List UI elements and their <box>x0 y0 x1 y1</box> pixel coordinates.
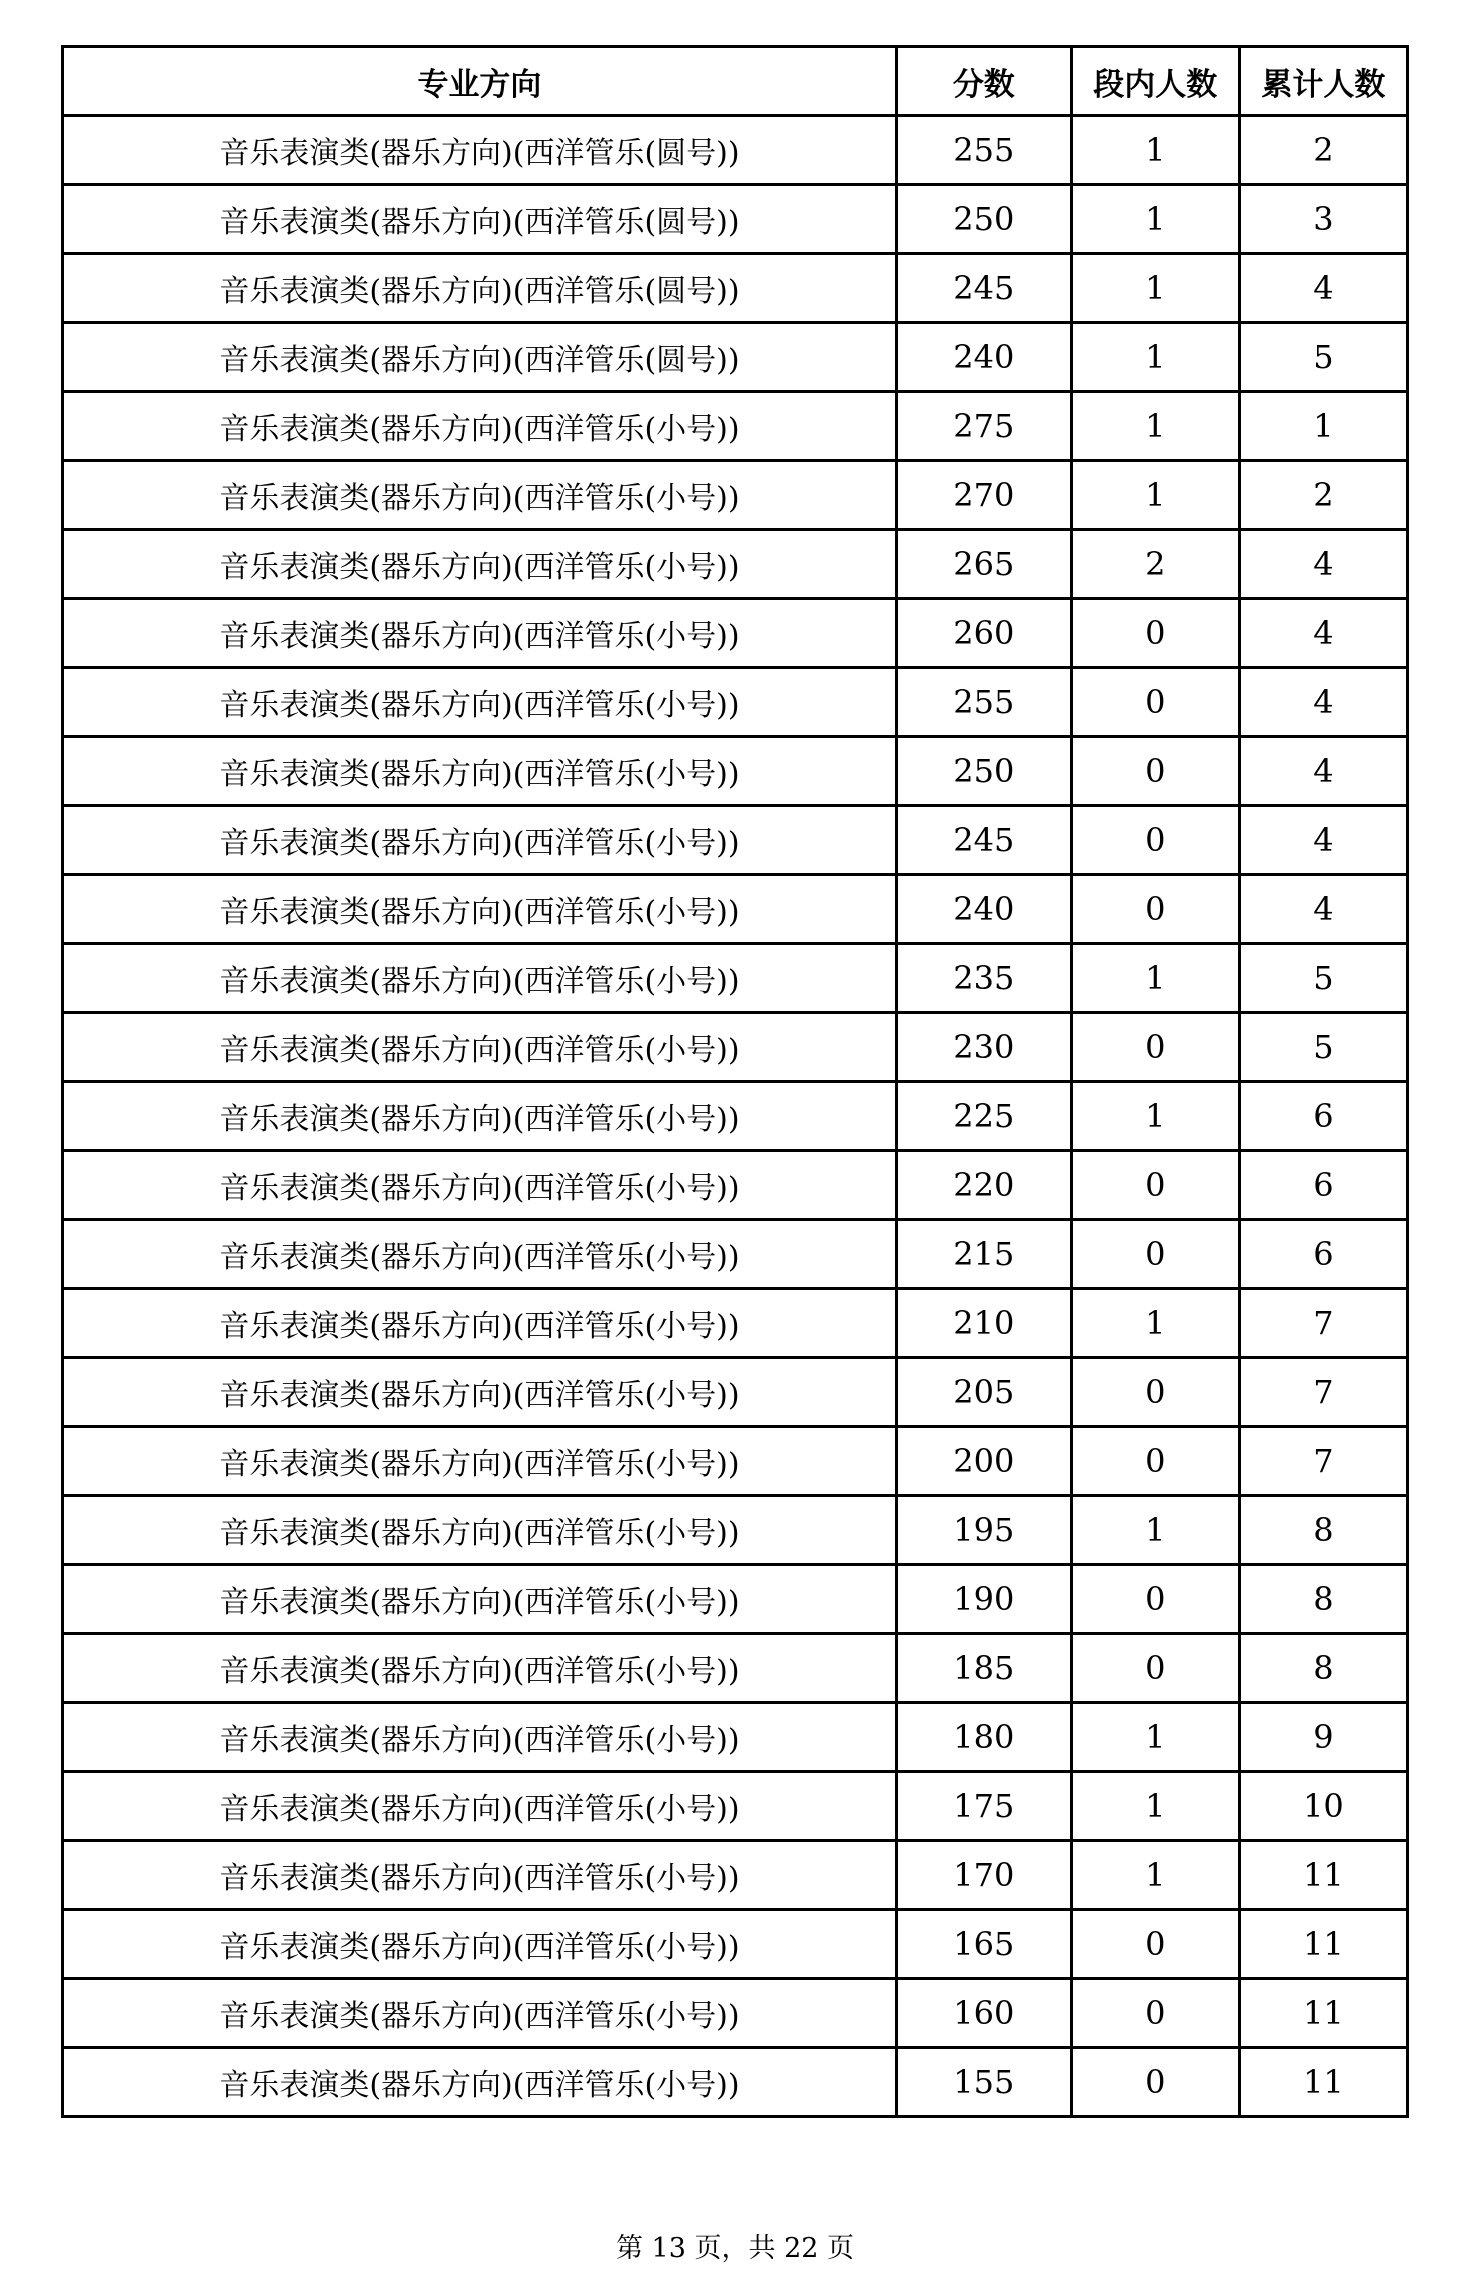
cell-cumulative: 5 <box>1239 944 1407 1013</box>
table-row <box>63 1772 1408 1841</box>
cell-in-segment: 1 <box>1071 254 1239 323</box>
cell-score: 155 <box>896 2048 1071 2117</box>
cell-score: 250 <box>896 185 1071 254</box>
cell-major: 音乐表演类(器乐方向)(西洋管乐(小号)) <box>63 806 897 875</box>
score-table-body <box>63 116 1408 2117</box>
table-row <box>63 875 1408 944</box>
cell-major: 音乐表演类(器乐方向)(西洋管乐(小号)) <box>63 461 897 530</box>
table-row <box>63 1151 1408 1220</box>
table-row <box>63 1565 1408 1634</box>
column-header-cumulative: 累计人数 <box>1239 47 1407 116</box>
cell-score: 245 <box>896 806 1071 875</box>
cell-in-segment: 1 <box>1071 1289 1239 1358</box>
cell-in-segment: 1 <box>1071 1082 1239 1151</box>
cell-major: 音乐表演类(器乐方向)(西洋管乐(圆号)) <box>63 323 897 392</box>
table-row <box>63 1013 1408 1082</box>
cell-cumulative: 6 <box>1239 1220 1407 1289</box>
table-row <box>63 1289 1408 1358</box>
cell-major: 音乐表演类(器乐方向)(西洋管乐(小号)) <box>63 1496 897 1565</box>
table-row <box>63 185 1408 254</box>
column-header-score: 分数 <box>896 47 1071 116</box>
cell-cumulative: 4 <box>1239 875 1407 944</box>
cell-major: 音乐表演类(器乐方向)(西洋管乐(小号)) <box>63 737 897 806</box>
cell-score: 205 <box>896 1358 1071 1427</box>
cell-score: 265 <box>896 530 1071 599</box>
cell-in-segment: 0 <box>1071 2048 1239 2117</box>
cell-in-segment: 0 <box>1071 1427 1239 1496</box>
cell-major: 音乐表演类(器乐方向)(西洋管乐(小号)) <box>63 1151 897 1220</box>
cell-score: 185 <box>896 1634 1071 1703</box>
page-footer: 第 13 页，共 22 页 <box>615 2233 855 2264</box>
cell-in-segment: 0 <box>1071 737 1239 806</box>
cell-score: 160 <box>896 1979 1071 2048</box>
cell-major: 音乐表演类(器乐方向)(西洋管乐(小号)) <box>63 392 897 461</box>
cell-cumulative: 8 <box>1239 1496 1407 1565</box>
cell-major: 音乐表演类(器乐方向)(西洋管乐(小号)) <box>63 875 897 944</box>
table-row <box>63 1703 1408 1772</box>
cell-in-segment: 0 <box>1071 668 1239 737</box>
cell-major: 音乐表演类(器乐方向)(西洋管乐(圆号)) <box>63 116 897 185</box>
cell-in-segment: 0 <box>1071 1220 1239 1289</box>
table-row <box>63 1220 1408 1289</box>
cell-score: 200 <box>896 1427 1071 1496</box>
cell-major: 音乐表演类(器乐方向)(西洋管乐(小号)) <box>63 1358 897 1427</box>
cell-score: 245 <box>896 254 1071 323</box>
cell-score: 255 <box>896 668 1071 737</box>
cell-major: 音乐表演类(器乐方向)(西洋管乐(小号)) <box>63 1289 897 1358</box>
cell-cumulative: 1 <box>1239 392 1407 461</box>
cell-major: 音乐表演类(器乐方向)(西洋管乐(小号)) <box>63 944 897 1013</box>
table-row <box>63 668 1408 737</box>
cell-score: 230 <box>896 1013 1071 1082</box>
cell-score: 215 <box>896 1220 1071 1289</box>
cell-major: 音乐表演类(器乐方向)(西洋管乐(小号)) <box>63 1220 897 1289</box>
cell-in-segment: 2 <box>1071 530 1239 599</box>
cell-in-segment: 0 <box>1071 806 1239 875</box>
cell-in-segment: 0 <box>1071 1013 1239 1082</box>
table-row <box>63 944 1408 1013</box>
table-row <box>63 806 1408 875</box>
cell-in-segment: 1 <box>1071 323 1239 392</box>
cell-score: 220 <box>896 1151 1071 1220</box>
cell-in-segment: 1 <box>1071 392 1239 461</box>
table-row <box>63 1910 1408 1979</box>
cell-score: 275 <box>896 392 1071 461</box>
cell-score: 250 <box>896 737 1071 806</box>
table-row <box>63 1634 1408 1703</box>
cell-score: 210 <box>896 1289 1071 1358</box>
cell-in-segment: 1 <box>1071 185 1239 254</box>
cell-cumulative: 2 <box>1239 116 1407 185</box>
cell-score: 270 <box>896 461 1071 530</box>
table-row <box>63 392 1408 461</box>
table-row <box>63 1427 1408 1496</box>
cell-major: 音乐表演类(器乐方向)(西洋管乐(小号)) <box>63 1910 897 1979</box>
cell-in-segment: 0 <box>1071 1634 1239 1703</box>
cell-score: 255 <box>896 116 1071 185</box>
column-header-major: 专业方向 <box>63 47 897 116</box>
cell-score: 170 <box>896 1841 1071 1910</box>
cell-cumulative: 7 <box>1239 1289 1407 1358</box>
cell-major: 音乐表演类(器乐方向)(西洋管乐(圆号)) <box>63 254 897 323</box>
table-row <box>63 1082 1408 1151</box>
cell-in-segment: 0 <box>1071 1910 1239 1979</box>
cell-in-segment: 0 <box>1071 1358 1239 1427</box>
cell-in-segment: 0 <box>1071 875 1239 944</box>
table-row <box>63 599 1408 668</box>
table-row <box>63 1358 1408 1427</box>
cell-cumulative: 6 <box>1239 1082 1407 1151</box>
cell-cumulative: 8 <box>1239 1565 1407 1634</box>
cell-in-segment: 1 <box>1071 461 1239 530</box>
cell-cumulative: 4 <box>1239 254 1407 323</box>
cell-cumulative: 2 <box>1239 461 1407 530</box>
table-row <box>63 530 1408 599</box>
table-row <box>63 323 1408 392</box>
cell-score: 175 <box>896 1772 1071 1841</box>
cell-cumulative: 7 <box>1239 1427 1407 1496</box>
cell-cumulative: 4 <box>1239 737 1407 806</box>
cell-major: 音乐表演类(器乐方向)(西洋管乐(小号)) <box>63 1082 897 1151</box>
cell-score: 180 <box>896 1703 1071 1772</box>
cell-major: 音乐表演类(器乐方向)(西洋管乐(小号)) <box>63 2048 897 2117</box>
cell-in-segment: 0 <box>1071 1979 1239 2048</box>
table-row <box>63 1496 1408 1565</box>
cell-score: 190 <box>896 1565 1071 1634</box>
cell-cumulative: 4 <box>1239 530 1407 599</box>
cell-major: 音乐表演类(器乐方向)(西洋管乐(小号)) <box>63 599 897 668</box>
cell-cumulative: 11 <box>1239 1979 1407 2048</box>
cell-cumulative: 11 <box>1239 1841 1407 1910</box>
cell-major: 音乐表演类(器乐方向)(西洋管乐(小号)) <box>63 1427 897 1496</box>
cell-in-segment: 1 <box>1071 944 1239 1013</box>
cell-in-segment: 1 <box>1071 116 1239 185</box>
cell-major: 音乐表演类(器乐方向)(西洋管乐(小号)) <box>63 1979 897 2048</box>
cell-score: 195 <box>896 1496 1071 1565</box>
cell-major: 音乐表演类(器乐方向)(西洋管乐(小号)) <box>63 530 897 599</box>
cell-cumulative: 4 <box>1239 599 1407 668</box>
cell-major: 音乐表演类(器乐方向)(西洋管乐(小号)) <box>63 668 897 737</box>
cell-major: 音乐表演类(器乐方向)(西洋管乐(圆号)) <box>63 185 897 254</box>
cell-in-segment: 1 <box>1071 1703 1239 1772</box>
cell-in-segment: 1 <box>1071 1772 1239 1841</box>
cell-major: 音乐表演类(器乐方向)(西洋管乐(小号)) <box>63 1565 897 1634</box>
cell-score: 165 <box>896 1910 1071 1979</box>
score-distribution-table <box>61 45 1409 2118</box>
table-row <box>63 254 1408 323</box>
cell-in-segment: 1 <box>1071 1841 1239 1910</box>
cell-cumulative: 5 <box>1239 1013 1407 1082</box>
cell-score: 240 <box>896 323 1071 392</box>
table-row <box>63 1841 1408 1910</box>
cell-major: 音乐表演类(器乐方向)(西洋管乐(小号)) <box>63 1013 897 1082</box>
cell-score: 260 <box>896 599 1071 668</box>
cell-cumulative: 4 <box>1239 668 1407 737</box>
cell-cumulative: 10 <box>1239 1772 1407 1841</box>
cell-in-segment: 1 <box>1071 1496 1239 1565</box>
header-row <box>63 47 1408 116</box>
cell-cumulative: 7 <box>1239 1358 1407 1427</box>
table-row <box>63 737 1408 806</box>
cell-in-segment: 0 <box>1071 1151 1239 1220</box>
cell-cumulative: 11 <box>1239 2048 1407 2117</box>
cell-in-segment: 0 <box>1071 599 1239 668</box>
cell-score: 240 <box>896 875 1071 944</box>
cell-cumulative: 5 <box>1239 323 1407 392</box>
cell-cumulative: 3 <box>1239 185 1407 254</box>
cell-cumulative: 9 <box>1239 1703 1407 1772</box>
table-row <box>63 2048 1408 2117</box>
cell-major: 音乐表演类(器乐方向)(西洋管乐(小号)) <box>63 1634 897 1703</box>
cell-major: 音乐表演类(器乐方向)(西洋管乐(小号)) <box>63 1772 897 1841</box>
cell-cumulative: 6 <box>1239 1151 1407 1220</box>
cell-cumulative: 11 <box>1239 1910 1407 1979</box>
table-row <box>63 1979 1408 2048</box>
cell-major: 音乐表演类(器乐方向)(西洋管乐(小号)) <box>63 1841 897 1910</box>
cell-cumulative: 8 <box>1239 1634 1407 1703</box>
column-header-in-segment: 段内人数 <box>1071 47 1239 116</box>
table-row <box>63 461 1408 530</box>
cell-major: 音乐表演类(器乐方向)(西洋管乐(小号)) <box>63 1703 897 1772</box>
cell-in-segment: 0 <box>1071 1565 1239 1634</box>
cell-score: 225 <box>896 1082 1071 1151</box>
table-row <box>63 116 1408 185</box>
cell-score: 235 <box>896 944 1071 1013</box>
table-header <box>63 47 1408 116</box>
cell-cumulative: 4 <box>1239 806 1407 875</box>
